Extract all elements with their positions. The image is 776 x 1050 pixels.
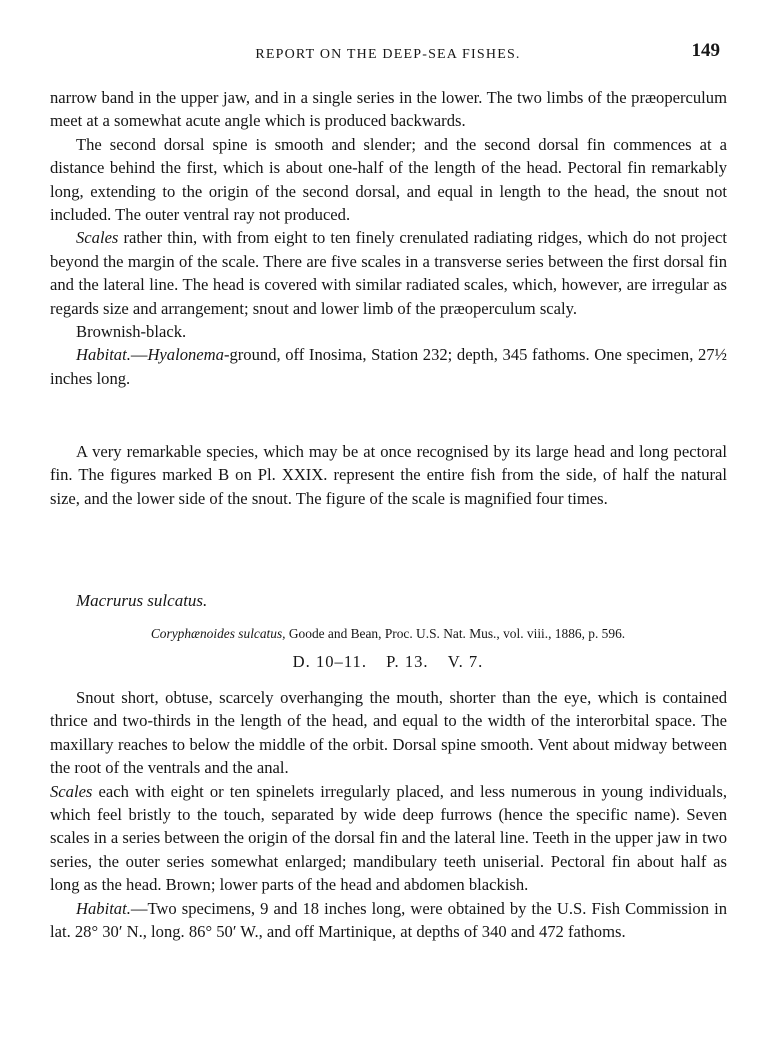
formula-pectoral: P. 13. — [386, 652, 429, 671]
habitat-text-2: —Two specimens, 9 and 18 inches long, were obtained by the U.S. Fish Commission in lat. 28° 30′ N., long. 86° 50′ W., and off Martinique, at depths of 340 and 472 fathoms. — [50, 898, 727, 942]
synonym-name: Coryphænoides sulcatus, — [150, 626, 286, 641]
paragraph-remark: A very remarkable species, which may be at once recognised by its large head and long pectoral fin. The figures marked B on Pl. XXIX. represent the entire fish from the side, of half the natural size, and the lower side of the snout. The figure of the scale is magnified four times. — [50, 442, 727, 508]
section-two — [50, 686, 727, 943]
paragraph-scales — [50, 226, 727, 320]
scales-label: Scales — [76, 228, 119, 248]
page-number: 149 — [691, 40, 720, 61]
synonym-citation — [50, 626, 726, 642]
species-heading: Macrurus sulcatus. — [76, 591, 208, 610]
scales-label-2: Scales — [50, 781, 93, 801]
section-one — [50, 86, 727, 390]
remark-section — [50, 440, 727, 510]
running-title: REPORT ON THE DEEP-SEA FISHES. — [255, 47, 521, 62]
running-header — [50, 40, 726, 66]
formula-dorsal: D. 10–11. — [292, 652, 367, 671]
paragraph-habitat-2 — [50, 897, 727, 944]
habitat-text: -ground, off Inosima, Station 232; depth, 345 fathoms. One specimen, 27½ inches long. — [50, 345, 727, 388]
description-a: Snout short, obtuse, scarcely overhanging the mouth, shorter than the eye, which is contained thrice and two-thirds in the length of the head, and equal to the width of the interorbital space. The maxillary reaches to below the middle of the orbit. Dorsal spine smooth. Vent about midway between the root of the ventrals and the anal. — [50, 688, 727, 778]
paragraph-colour: Brownish-black. — [76, 322, 187, 342]
fin-formula — [50, 652, 726, 672]
paragraph-dorsal: The second dorsal spine is smooth and slender; and the second dorsal fin commences at a distance behind the first, which is about one-half of the length of the head. Pectoral fin remarkably long, extending to the origin of the second dorsal, and equal in length to the head, the snout not included. The outer ventral ray not produced. — [50, 134, 727, 225]
habitat-italic: Hyalonema — [147, 345, 224, 365]
paragraph-description — [50, 686, 727, 897]
paragraph-continuation: narrow band in the upper jaw, and in a single series in the lower. The two limbs of the præoperculum meet at a somewhat acute angle which is produced backwards. — [50, 88, 727, 131]
description-b: each with eight or ten spinelets irregularly placed, and less numerous in young individuals, which feel bristly to the touch, separated by wide deep furrows (hence the specific name). Seven scales in a series between the origin of the dorsal fin and the lateral line. Teeth in the upper jaw in two series, the outer series somewhat enlarged; mandibulary teeth uniserial. Pectoral fin about half as long as the head. Brown; lower parts of the head and abdomen blackish. — [50, 781, 727, 895]
habitat-dash: — — [130, 345, 148, 365]
synonym-reference: Goode and Bean, Proc. U.S. Nat. Mus., vol. viii., 1886, p. 596. — [285, 626, 626, 641]
habitat-label: Habitat. — [76, 345, 131, 365]
paragraph-habitat — [50, 343, 727, 390]
formula-ventral: V. 7. — [447, 652, 484, 671]
habitat-label-2: Habitat. — [76, 898, 131, 918]
scales-text: rather thin, with from eight to ten finely crenulated radiating ridges, which do not project beyond the margin of the scale. There are five scales in a transverse series between the first dorsal fin and the lateral line. The head is covered with similar radiated scales, which, however, are irregular as regards size and arrangement; snout and lower limb of the præoperculum scaly. — [50, 228, 727, 318]
